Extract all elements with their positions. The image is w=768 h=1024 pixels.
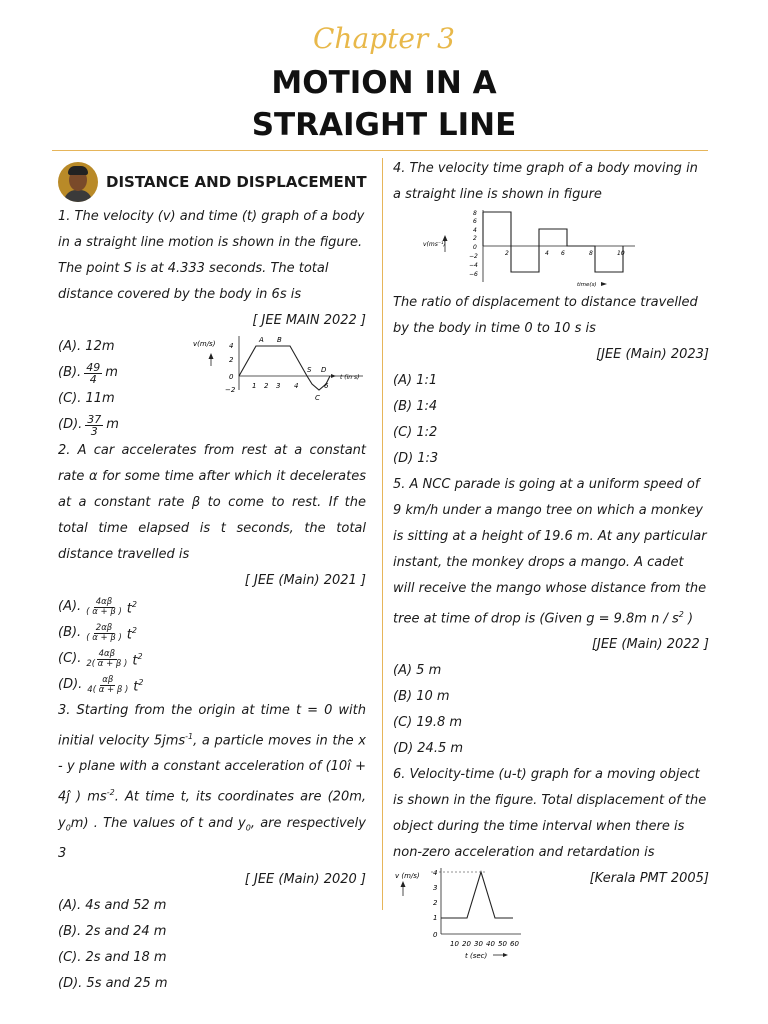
q2-b-t: $t^2$ [126,625,137,643]
q2-a-t: $t^2$ [126,599,137,617]
avatar [58,162,98,202]
q4-text: 4. The velocity time graph of a body moving in a straight line is shown in figure [393,161,698,202]
q1-graph-xlabel: t (in s) [340,374,360,381]
q6-graph-ylabel: v (m/s) [395,872,420,881]
q4-ref: [JEE (Main) 2023] [596,347,709,362]
q2-ref: [ JEE (Main) 2021 ] [244,573,366,588]
q6-y0: 0 [433,931,438,940]
right-column [393,156,709,962]
q4-x4: 4 [545,250,549,257]
q4-x6: 6 [561,250,565,257]
q1-option-c[interactable]: (C). 11m [58,391,115,406]
q2-a-fraction: $\frac{4\alpha\beta}{( \alpha + \beta )}$ [86,596,122,617]
q4-y8: 8 [473,210,477,217]
q4-option-b[interactable]: (B) 1:4 [393,399,438,414]
q1-text: 1. The velocity (v) and time (t) graph of a body in a straight line motion is shown in the figure. The point S is at 4.333 seconds. The total distance covered by the body in 6s is [58,209,365,302]
q2-d-fraction: $\frac{\alpha\beta}{4( \alpha + \beta )}$ [87,674,129,695]
q6-graph-xlabel: t (sec) [465,952,488,961]
q6-x20: 20 [462,940,471,949]
q6-vt-graph [395,866,545,962]
q6-x40: 40 [486,940,495,949]
q2-c-fraction: $\frac{4\alpha\beta}{2( \alpha + \beta )}$ [86,648,128,669]
q4-vt-graph [423,208,643,290]
q4-x2: 2 [505,250,509,257]
q3-option-d[interactable]: (D). 5s and 25 m [58,976,168,992]
q6-text: 6. Velocity-time (u-t) graph for a moving object is shown in the figure. Total displacement of the object during the time interval when there is non-zero acceleration and retardation is [393,767,707,861]
q3-option-b[interactable]: (B). 2s and 24 m [58,924,167,940]
q4-option-d[interactable]: (D) 1:3 [393,451,439,466]
q1-pt-c: C [315,394,320,402]
q1-b-unit: m [105,365,118,380]
q6-ref: [Kerala PMT 2005] [589,871,709,887]
q6-x50: 50 [498,940,507,949]
q2-text: 2. A car accelerates from rest at a constant rate α for some time after which it decelerates at a constant rate β to come to rest. If the total time elapsed is t seconds, the total distance travelled is [58,443,366,562]
q4-y4: 4 [473,227,477,234]
q2-option-c[interactable] [58,646,366,672]
q4-ym2: −2 [469,253,478,260]
q6-x10: 10 [450,940,459,949]
q2-d-t: $t^2$ [133,677,144,695]
q5-option-d[interactable]: (D) 24.5 m [393,741,464,757]
left-column [58,200,366,997]
q6-x30: 30 [474,940,483,949]
header-divider [52,150,708,151]
column-divider [382,158,383,910]
q1-graph-ylabel: v(m/s) [193,340,216,348]
q2-d-label: (D). [58,677,83,692]
title-line-1: MOTION IN A [271,65,497,101]
q4-graph-ylabel: v(ms⁻¹) [423,241,446,248]
chapter-label: Chapter 3 [313,22,455,55]
q1-pt-b: B [277,336,282,344]
q1-pt-s: S [307,366,312,374]
q1-ref: [ JEE MAIN 2022 ] [252,313,366,328]
q4-ym6: −6 [469,271,478,278]
q1-yt2: 2 [229,356,234,364]
q1-xt2: 2 [264,382,269,390]
q6-y3: 3 [433,884,438,893]
q1-d-fraction: $\frac{37}{3}$ [87,412,102,438]
q1-xt6: 6 [324,382,329,390]
q1-pt-a: A [259,336,264,344]
q1-yt0: 0 [229,373,234,381]
q4-x10: 10 [617,250,625,257]
q1-d-label: (D). [58,417,83,432]
q3-option-a[interactable]: (A). 4s and 52 m [58,898,167,914]
q3-option-c[interactable]: (C). 2s and 18 m [58,950,167,966]
q4-option-a[interactable]: (A) 1:1 [393,373,438,388]
q1-ytm2: −2 [225,386,236,394]
q2-option-b[interactable] [58,620,366,646]
q4-y6: 6 [473,218,477,225]
section-heading [58,160,376,204]
q2-c-label: (C). [58,651,82,666]
q3-ref: [ JEE (Main) 2020 ] [244,872,366,888]
page-title [0,62,768,146]
q4-text-2: The ratio of displacement to distance travelled by the body in time 0 to 10 s is [393,295,698,336]
q2-c-t: $t^2$ [132,651,143,669]
q1-vt-graph [193,328,368,416]
q5-ref: [JEE (Main) 2022 ] [591,637,709,653]
q6-y2: 2 [433,899,438,908]
q3-text: 3. Starting from the origin at time t = 0 with initial velocity 5jms$^{-1}$, a particle moves in the x - y plane with a constant acceleration of (10î + 4ĵ ) $ms^{-2}$. At time t, its coordinates are (20m, $y_0m$) . The values of t and $y_0$, are respectively 3 [58,703,367,862]
q1-option-a[interactable]: (A). 12m [58,339,115,354]
q4-graph-xlabel: time(s) [577,282,597,288]
q6-x60: 60 [510,940,519,949]
q4-option-c[interactable]: (C) 1:2 [393,425,438,440]
q4-x8: 8 [589,250,593,257]
title-line-2: STRAIGHT LINE [251,107,517,143]
q2-option-a[interactable] [58,594,366,620]
q1-b-label: (B). [58,365,82,380]
q1-xt1: 1 [252,382,257,390]
section-title: DISTANCE AND DISPLACEMENT [106,173,367,191]
q2-option-d[interactable] [58,672,366,698]
q5-option-a[interactable]: (A) 5 m [393,663,442,679]
q6-y4: 4 [433,869,438,878]
q5-option-b[interactable]: (B) 10 m [393,689,450,705]
q5-text: 5. A NCC parade is going at a uniform speed of 9 km/h under a mango tree on which a monkey is sitting at a height of 19.6 m. At any particular instant, the monkey drops a mango. A cadet will receive the mango whose distance from the tree at time of drop is (Given g = 9.8m n / $s^2$ ) [393,477,707,627]
q2-a-label: (A). [58,599,82,614]
q1-yt4: 4 [229,342,234,350]
q5-option-c[interactable]: (C) 19.8 m [393,715,463,731]
q1-pt-d: D [321,366,327,374]
q2-b-fraction: $\frac{2\alpha\beta}{( \alpha + \beta )}$ [86,622,122,643]
q4-ym4: −4 [469,262,478,269]
q2-b-label: (B). [58,625,82,640]
q1-xt3: 3 [276,382,281,390]
q1-xt4: 4 [294,382,299,390]
q4-y2: 2 [473,235,477,242]
q6-y1: 1 [433,914,438,923]
q4-y0: 0 [473,244,477,251]
q1-b-fraction: $\frac{49}{4}$ [86,360,101,386]
q1-d-unit: m [106,417,119,432]
